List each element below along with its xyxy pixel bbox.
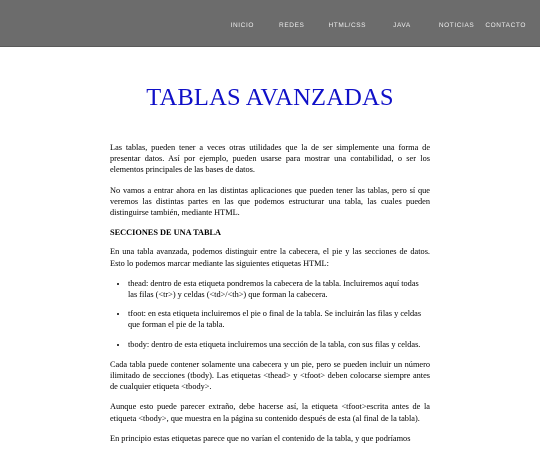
nav-inicio[interactable]: INICIO <box>230 22 255 29</box>
list-item-tbody: • tbody: dentro de esta etiqueta incluiremos una sección de la tabla, con sus filas y celdas. <box>128 339 430 350</box>
page-title: TABLAS AVANZADAS <box>146 84 394 111</box>
paragraph-principle: En principio estas etiquetas parece que no varían el contenido de la tabla, y que podríamos <box>110 433 411 443</box>
tags-list <box>110 278 430 350</box>
section-heading: SECCIONES DE UNA TABLA <box>110 228 222 238</box>
nav-html-css[interactable]: HTML/CSS <box>328 22 367 29</box>
paragraph-parts: No vamos a entrar ahora en las distintas aplicaciones que pueden tener las tablas, pero sí que veremos las distintas partes en las que podemos estructurar una tabla, las cuales pueden distinguirse también, mediante HTML. <box>110 185 430 218</box>
list-item-thead: • thead: dentro de esta etiqueta pondremos la cabecera de la tabla. Incluiremos aquí todas las filas (<tr>) y celdas (<td>/<th>) que forman la cabecera. <box>128 278 430 300</box>
nav-contacto[interactable]: CONTACTO <box>485 22 526 29</box>
nav-noticias[interactable]: NOTICIAS <box>438 22 475 29</box>
paragraph-header-footer: Cada tabla puede contener solamente una cabecera y un pie, pero se pueden incluir un número ilimitado de secciones (tbody). Las etiquetas <thead> y <tfoot> deben colocarse siempre antes de cualquier etiqueta <tbody>. <box>110 359 430 392</box>
paragraph-sections: En una tabla avanzada, podemos distinguir entre la cabecera, el pie y las secciones de datos. Esto lo podemos marcar mediante las siguientes etiquetas HTML: <box>110 247 430 268</box>
article-content <box>110 84 430 453</box>
main-nav <box>231 20 526 39</box>
list-item-tfoot: • tfoot: en esta etiqueta incluiremos el pie o final de la tabla. Se incluirán las filas y celdas que forman el pie de la tabla. <box>128 308 430 330</box>
nav-redes[interactable]: REDES <box>279 22 305 29</box>
paragraph-intro: Las tablas, pueden tener a veces otras utilidades que la de ser simplemente una forma de presentar datos. Así por ejemplo, pueden usarse para mostrar una contabilidad, o ser los elementos principales de las bases de datos. <box>110 143 430 175</box>
top-navigation-bar <box>0 0 540 47</box>
paragraph-order: Aunque esto puede parecer extraño, debe hacerse así, la etiqueta <tfoot>escrita antes de la etiqueta <tbody>, que muestra en la página su contenido después de esta (al final de la tabla). <box>110 402 430 423</box>
nav-java[interactable]: JAVA <box>393 22 411 29</box>
